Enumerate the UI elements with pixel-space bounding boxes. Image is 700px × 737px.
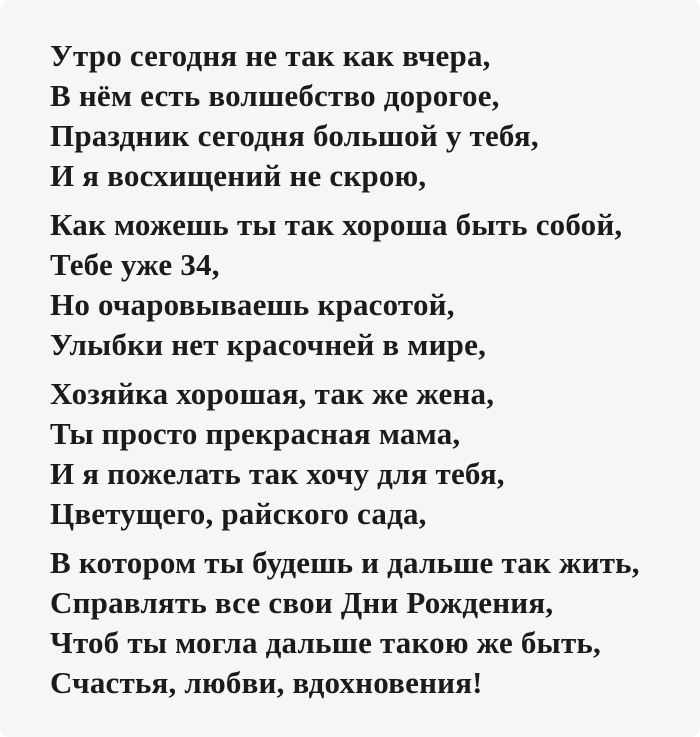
- poem-line: Но очаровываешь красотой,: [50, 287, 455, 322]
- poem-stanza-2: [50, 205, 660, 365]
- poem-line: Справлять все свои Дни Рождения,: [50, 585, 554, 620]
- poem-stanza-1: [50, 36, 660, 196]
- poem: [50, 36, 660, 703]
- poem-line: Праздник сегодня большой у тебя,: [50, 118, 539, 153]
- poem-line: Утро сегодня не так как вчера,: [50, 38, 491, 73]
- poem-line: Счастья, любви, вдохновения!: [50, 665, 483, 700]
- poem-line: Ты просто прекрасная мама,: [50, 416, 461, 451]
- poem-line: И я пожелать так хочу для тебя,: [50, 456, 505, 491]
- poem-stanza-4: [50, 543, 660, 703]
- poem-line: Чтоб ты могла дальше такою же быть,: [50, 625, 601, 660]
- poem-line: Улыбки нет красочней в мире,: [50, 327, 487, 362]
- poem-line: И я восхищений не скрою,: [50, 158, 427, 193]
- poem-line: Тебе уже 34,: [50, 247, 220, 282]
- poem-line: Цветущего, райского сада,: [50, 496, 427, 531]
- poem-line: Хозяйка хорошая, так же жена,: [50, 376, 495, 411]
- poem-line: В нём есть волшебство дорогое,: [50, 78, 500, 113]
- poem-stanza-3: [50, 374, 660, 534]
- poem-line: В котором ты будешь и дальше так жить,: [50, 545, 640, 580]
- poem-line: Как можешь ты так хороша быть собой,: [50, 207, 623, 242]
